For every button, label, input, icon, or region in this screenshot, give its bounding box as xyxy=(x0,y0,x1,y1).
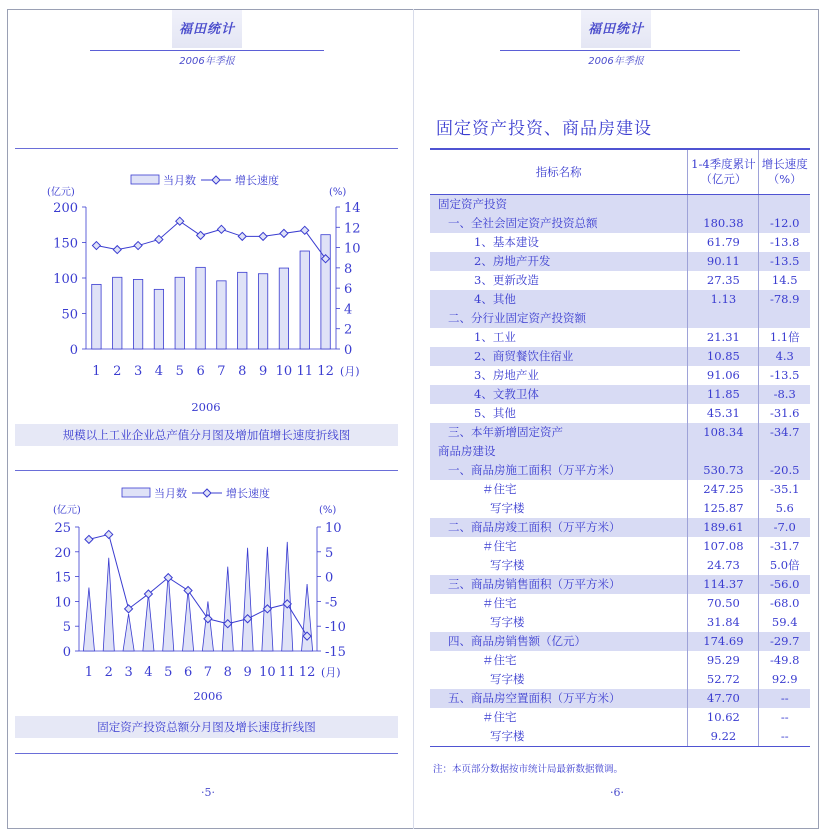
y-right-unit: (%) xyxy=(329,187,347,198)
row-growth: -20.5 xyxy=(759,461,810,480)
row-growth: 5.6 xyxy=(759,499,810,518)
row-value: 11.85 xyxy=(688,385,759,404)
row-value: 10.62 xyxy=(688,708,759,727)
row-name: 二、分行业固定资产投资额 xyxy=(430,309,688,328)
chart-fixed-investment xyxy=(15,480,400,685)
row-name: ＃住宅 xyxy=(482,482,517,496)
row-value: 47.70 xyxy=(688,689,759,708)
table-row xyxy=(430,347,810,366)
row-growth: -56.0 xyxy=(759,575,810,594)
row-name: 写字楼 xyxy=(490,558,525,572)
row-value: 9.22 xyxy=(688,727,759,747)
row-growth: -- xyxy=(759,727,810,747)
spike xyxy=(163,574,174,651)
y-right-unit: (%) xyxy=(319,505,337,516)
table-row xyxy=(430,708,810,727)
row-growth xyxy=(759,442,810,461)
spike xyxy=(83,588,94,651)
spike xyxy=(302,584,313,651)
table-row xyxy=(430,575,810,594)
bar xyxy=(175,277,184,349)
row-name: 2、商贸餐饮住宿业 xyxy=(430,347,688,366)
row-value: 61.79 xyxy=(688,233,759,252)
x-unit: (月) xyxy=(321,666,341,679)
table-row xyxy=(430,404,810,423)
y-right-tick-label: 10 xyxy=(325,521,342,536)
x-tick-label: 8 xyxy=(238,364,247,379)
page-number-left: ·5· xyxy=(201,786,215,799)
table-row xyxy=(430,499,810,518)
table-row xyxy=(430,290,810,309)
x-tick-label: 11 xyxy=(278,665,296,680)
row-name: 5、其他 xyxy=(474,406,516,420)
row-name: 一、商品房施工面积（万平方米） xyxy=(430,461,688,480)
row-name: 三、本年新增固定资产 xyxy=(430,423,688,442)
row-name: ＃住宅 xyxy=(482,653,517,667)
row-name: 二、商品房竣工面积（万平方米） xyxy=(430,518,688,537)
x-tick-label: 7 xyxy=(203,665,213,680)
y-right-tick-label: 14 xyxy=(344,201,361,216)
y-left-tick-label: 15 xyxy=(54,570,71,586)
header-subtitle-right: 2006年季报 xyxy=(588,56,644,67)
bar xyxy=(238,272,247,349)
y-right-tick-label: 0 xyxy=(325,570,334,586)
x-tick-label: 3 xyxy=(124,665,133,680)
row-name: 一、全社会固定资产投资总额 xyxy=(430,214,688,233)
growth-point xyxy=(125,605,133,613)
x-tick-label: 6 xyxy=(196,364,205,379)
row-growth: -68.0 xyxy=(759,594,810,613)
row-name: 1、工业 xyxy=(474,330,516,344)
y-right-tick-label: 4 xyxy=(344,302,353,318)
x-tick-label: 9 xyxy=(243,665,252,680)
header-logo-left: 福田统计 xyxy=(178,22,235,37)
legend-swatch-bar xyxy=(122,488,150,497)
y-left-tick-label: 0 xyxy=(69,343,78,358)
x-tick-label: 2 xyxy=(113,364,122,379)
header-rule-right xyxy=(500,50,740,51)
legend-label: 增长速度 xyxy=(226,487,270,500)
row-name: 四、商品房销售额（亿元） xyxy=(430,632,688,651)
legend-swatch-bar xyxy=(131,175,159,184)
table-row xyxy=(430,385,810,404)
y-right-tick-label: 0 xyxy=(344,343,353,358)
row-growth: -13.5 xyxy=(759,252,810,271)
y-right-tick-label: 6 xyxy=(344,282,353,298)
row-value: 10.85 xyxy=(688,347,759,366)
x-tick-label: 8 xyxy=(223,665,232,680)
header-logo-right: 福田统计 xyxy=(587,22,644,37)
row-name: 3、更新改造 xyxy=(474,273,539,287)
growth-point xyxy=(280,229,288,237)
row-value: 24.73 xyxy=(688,556,759,575)
growth-point xyxy=(197,231,205,239)
y-left-tick-label: 150 xyxy=(53,236,78,252)
growth-point xyxy=(105,530,113,538)
row-name: 三、商品房销售面积（万平方米） xyxy=(430,575,688,594)
table-row xyxy=(430,518,810,537)
bar xyxy=(300,251,309,349)
chart2-year: 2006 xyxy=(193,689,223,703)
table-row xyxy=(430,252,810,271)
x-tick-label: 4 xyxy=(154,364,164,379)
row-name: 写字楼 xyxy=(490,672,525,686)
x-tick-label: 4 xyxy=(144,665,153,680)
row-growth: -31.6 xyxy=(759,404,810,423)
row-value xyxy=(688,309,759,328)
row-growth: -13.5 xyxy=(759,366,810,385)
row-value: 95.29 xyxy=(688,651,759,670)
bar xyxy=(321,235,330,349)
chart1-caption: 规模以上工业企业总产值分月图及增加值增长速度折线图 xyxy=(15,424,398,446)
growth-point xyxy=(204,615,212,623)
row-growth: -78.9 xyxy=(759,290,810,309)
header-rule-left xyxy=(90,50,324,51)
bar xyxy=(217,281,226,349)
table-row xyxy=(430,594,810,613)
row-name: 4、其他 xyxy=(430,290,688,309)
y-left-unit: (亿元) xyxy=(47,187,75,198)
growth-point xyxy=(85,535,93,543)
growth-line xyxy=(96,221,325,259)
row-growth: -7.0 xyxy=(759,518,810,537)
row-value: 180.38 xyxy=(688,214,759,233)
y-left-tick-label: 25 xyxy=(54,521,71,536)
x-tick-label: 3 xyxy=(133,364,143,379)
row-value: 45.31 xyxy=(688,404,759,423)
spike xyxy=(183,589,194,651)
header-growth: 增长速度 （%） xyxy=(759,149,810,195)
row-value: 27.35 xyxy=(688,271,759,290)
row-value: 189.61 xyxy=(688,518,759,537)
x-tick-label: 1 xyxy=(92,364,101,379)
table-row xyxy=(430,271,810,290)
row-name: 4、文教卫体 xyxy=(430,385,688,404)
y-right-tick-label: 8 xyxy=(344,261,353,277)
y-left-tick-label: 0 xyxy=(62,645,71,660)
row-value: 107.08 xyxy=(688,537,759,556)
row-name: 写字楼 xyxy=(490,615,525,629)
row-value: 90.11 xyxy=(688,252,759,271)
row-growth: 4.3 xyxy=(759,347,810,366)
x-tick-label: 11 xyxy=(296,364,314,379)
legend-marker xyxy=(212,176,220,184)
spike xyxy=(123,614,134,651)
row-value: 91.06 xyxy=(688,366,759,385)
statistics-table xyxy=(430,148,810,747)
page-spine xyxy=(413,9,414,829)
table-row xyxy=(430,632,810,651)
table-row xyxy=(430,613,810,632)
row-value: 70.50 xyxy=(688,594,759,613)
table-row xyxy=(430,689,810,708)
x-tick-label: 1 xyxy=(84,665,94,680)
spike xyxy=(222,567,233,651)
row-growth: 5.0倍 xyxy=(759,556,810,575)
table-row xyxy=(430,651,810,670)
row-growth: -49.8 xyxy=(759,651,810,670)
growth-point xyxy=(217,225,225,233)
row-growth: 59.4 xyxy=(759,613,810,632)
y-right-tick-label: 10 xyxy=(344,241,361,257)
y-left-tick-label: 10 xyxy=(54,595,71,611)
growth-point xyxy=(184,586,192,594)
row-growth: -- xyxy=(759,708,810,727)
footnote: 注：本页部分数据按市统计局最新数据微调。 xyxy=(433,764,624,775)
y-right-tick-label: 2 xyxy=(344,322,353,338)
x-tick-label: 10 xyxy=(259,665,276,680)
chart-industrial-output xyxy=(15,165,400,395)
growth-point xyxy=(301,226,309,234)
table-row xyxy=(430,328,810,347)
spike xyxy=(143,594,154,651)
y-left-tick-label: 100 xyxy=(53,272,78,287)
row-value: 21.31 xyxy=(688,328,759,347)
x-tick-label: 7 xyxy=(217,364,226,379)
table-row xyxy=(430,366,810,385)
row-value: 247.25 xyxy=(688,480,759,499)
row-name: 2、房地产开发 xyxy=(430,252,688,271)
chart1-year: 2006 xyxy=(191,400,221,414)
row-growth: 1.1倍 xyxy=(759,328,810,347)
x-tick-label: 2 xyxy=(104,665,113,680)
y-left-tick-label: 5 xyxy=(62,620,71,636)
x-tick-label: 5 xyxy=(175,364,184,379)
table-row xyxy=(430,309,810,328)
row-value: 31.84 xyxy=(688,613,759,632)
x-tick-label: 12 xyxy=(298,665,316,680)
table-row xyxy=(430,537,810,556)
y-right-tick-label: -15 xyxy=(325,645,346,660)
table-row xyxy=(430,195,810,215)
x-tick-label: 10 xyxy=(275,364,293,379)
table-row xyxy=(430,423,810,442)
row-value xyxy=(688,195,759,215)
growth-point xyxy=(134,242,142,250)
table-row xyxy=(430,461,810,480)
row-growth: -35.1 xyxy=(759,480,810,499)
growth-line xyxy=(89,534,307,636)
header-subtitle-left: 2006年季报 xyxy=(179,56,235,67)
growth-point xyxy=(238,232,246,240)
spike xyxy=(262,547,273,651)
row-value: 174.69 xyxy=(688,632,759,651)
row-name: ＃住宅 xyxy=(482,710,517,724)
y-left-tick-label: 20 xyxy=(54,545,71,561)
table-row xyxy=(430,233,810,252)
bar xyxy=(196,267,205,349)
legend-marker xyxy=(203,489,211,497)
row-growth: 92.9 xyxy=(759,670,810,689)
row-growth xyxy=(759,309,810,328)
row-name: 五、商品房空置面积（万平方米） xyxy=(430,689,688,708)
row-name: ＃住宅 xyxy=(482,596,517,610)
y-right-tick-label: 12 xyxy=(344,221,361,237)
legend-label: 当月数 xyxy=(154,487,187,500)
chart1-top-rule xyxy=(15,148,398,149)
row-value: 114.37 xyxy=(688,575,759,594)
x-tick-label: 5 xyxy=(164,665,173,680)
row-value: 530.73 xyxy=(688,461,759,480)
row-growth: -34.7 xyxy=(759,423,810,442)
row-name: 写字楼 xyxy=(490,501,525,515)
row-name: 1、基本建设 xyxy=(474,235,539,249)
header-indicator: 指标名称 xyxy=(430,149,688,195)
table-row xyxy=(430,214,810,233)
page-title: 固定资产投资、商品房建设 xyxy=(436,119,652,139)
spike xyxy=(103,558,114,651)
bar xyxy=(133,279,142,349)
spike xyxy=(282,542,293,651)
bar xyxy=(258,274,267,349)
row-name: 商品房建设 xyxy=(430,442,688,461)
x-unit: (月) xyxy=(340,365,360,378)
row-value: 52.72 xyxy=(688,670,759,689)
bar xyxy=(113,277,122,349)
bar xyxy=(92,284,101,349)
x-tick-label: 9 xyxy=(258,364,268,379)
row-name: ＃住宅 xyxy=(482,539,517,553)
growth-point xyxy=(113,246,121,254)
page-number-right: ·6· xyxy=(610,786,624,799)
row-growth: -31.7 xyxy=(759,537,810,556)
y-left-tick-label: 50 xyxy=(61,307,78,323)
legend-label: 增长速度 xyxy=(235,174,279,187)
growth-point xyxy=(259,232,267,240)
row-growth: -- xyxy=(759,689,810,708)
row-name: 写字楼 xyxy=(430,727,688,747)
row-value: 125.87 xyxy=(688,499,759,518)
legend-label: 当月数 xyxy=(163,174,196,187)
x-tick-label: 12 xyxy=(317,364,334,379)
row-growth: -29.7 xyxy=(759,632,810,651)
row-value xyxy=(688,442,759,461)
bar xyxy=(154,289,163,349)
spike xyxy=(242,548,253,651)
row-growth: -12.0 xyxy=(759,214,810,233)
chart2-top-rule xyxy=(15,470,398,471)
row-growth xyxy=(759,195,810,215)
row-growth: -13.8 xyxy=(759,233,810,252)
y-left-unit: (亿元) xyxy=(53,505,81,516)
row-growth: -8.3 xyxy=(759,385,810,404)
row-value: 1.13 xyxy=(688,290,759,309)
row-value: 108.34 xyxy=(688,423,759,442)
row-growth: 14.5 xyxy=(759,271,810,290)
table-row xyxy=(430,727,810,747)
x-tick-label: 6 xyxy=(183,665,193,680)
bar xyxy=(279,268,288,349)
y-left-tick-label: 200 xyxy=(53,201,78,216)
chart2-caption: 固定资产投资总额分月图及增长速度折线图 xyxy=(15,716,398,738)
page-bottom-rule xyxy=(15,753,398,754)
growth-point xyxy=(92,242,100,250)
header-cumulative: 1-4季度累计 （亿元） xyxy=(688,149,759,195)
spike xyxy=(202,601,213,651)
y-right-tick-label: -10 xyxy=(325,620,346,636)
y-right-tick-label: -5 xyxy=(325,595,338,611)
y-right-tick-label: 5 xyxy=(325,545,334,561)
row-name: 3、房地产业 xyxy=(474,368,539,382)
table-row xyxy=(430,670,810,689)
table-row xyxy=(430,480,810,499)
table-row xyxy=(430,556,810,575)
row-name: 固定资产投资 xyxy=(430,195,688,215)
table-row xyxy=(430,442,810,461)
